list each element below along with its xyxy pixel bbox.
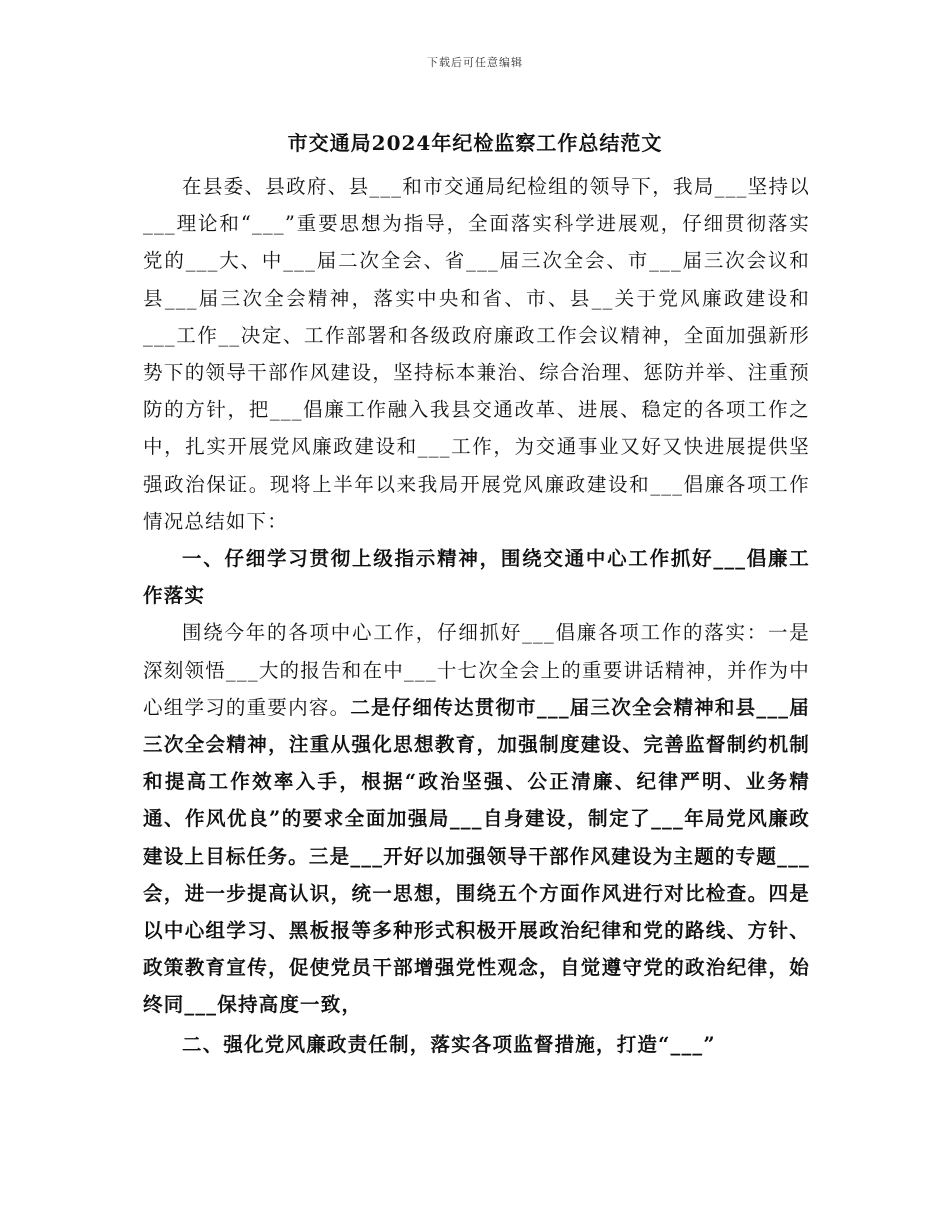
- section-1-paragraph-plain: 围绕今年的各项中心工作，仔细抓好___倡廉各项工作的落实：一是深刻领悟___大的报告和在中___十七次全会上的重要讲话精神，并作为中心组学习的重要内容。: [143, 621, 810, 719]
- document-body: [143, 168, 810, 1063]
- document-title: 市交通局2024年纪检监察工作总结范文: [287, 131, 663, 155]
- section-1-heading: 一、仔细学习贯彻上级指示精神，围绕交通中心工作抓好___倡廉工作落实: [143, 547, 810, 608]
- page-header-note: 下载后可任意编辑: [427, 56, 523, 69]
- section-1-paragraph: [143, 614, 810, 1023]
- section-2-heading: 二、强化党风廉政责任制，落实各项监督措施，打造“___”: [182, 1032, 716, 1056]
- section-1-paragraph-bold: 二是仔细传达贯彻市___届三次全会精神和县___届三次全会精神，注重从强化思想教育，加强制度建设、完善监督制约机制和提高工作效率入手，根据“政治坚强、公正清廉、纪律严明、业务精通、作风优良”的要求全面加强局___自身建设，制定了___年局党风廉政建设上目标任务。三是___开好以加强领导干部作风建设为主题的专题___会，进一步提高认识，统一思想，围绕五个方面作风进行对比检查。四是以中心组学习、黑板报等多种形式积极开展政治纪律和党的路线、方针、政策教育宣传，促使党员干部增强党性观念，自觉遵守党的政治纪律，始终同___保持高度一致，: [143, 695, 810, 1017]
- intro-paragraph: 在县委、县政府、县___和市交通局纪检组的领导下，我局___坚持以___理论和“___”重要思想为指导，全面落实科学进展观，仔细贯彻落实党的___大、中___届二次全会、省___届三次全会、市___届三次会议和县___届三次全会精神，落实中央和省、市、县__关于党风廉政建设和___工作__决定、工作部署和各级政府廉政工作会议精神，全面加强新形势下的领导干部作风建设，坚持标本兼治、综合治理、惩防并举、注重预防的方针，把___倡廉工作融入我县交通改革、进展、稳定的各项工作之中，扎实开展党风廉政建设和___工作，为交通事业又好又快进展提供坚强政治保证。现将上半年以来我局开展党风廉政建设和___倡廉各项工作情况总结如下：: [143, 175, 810, 533]
